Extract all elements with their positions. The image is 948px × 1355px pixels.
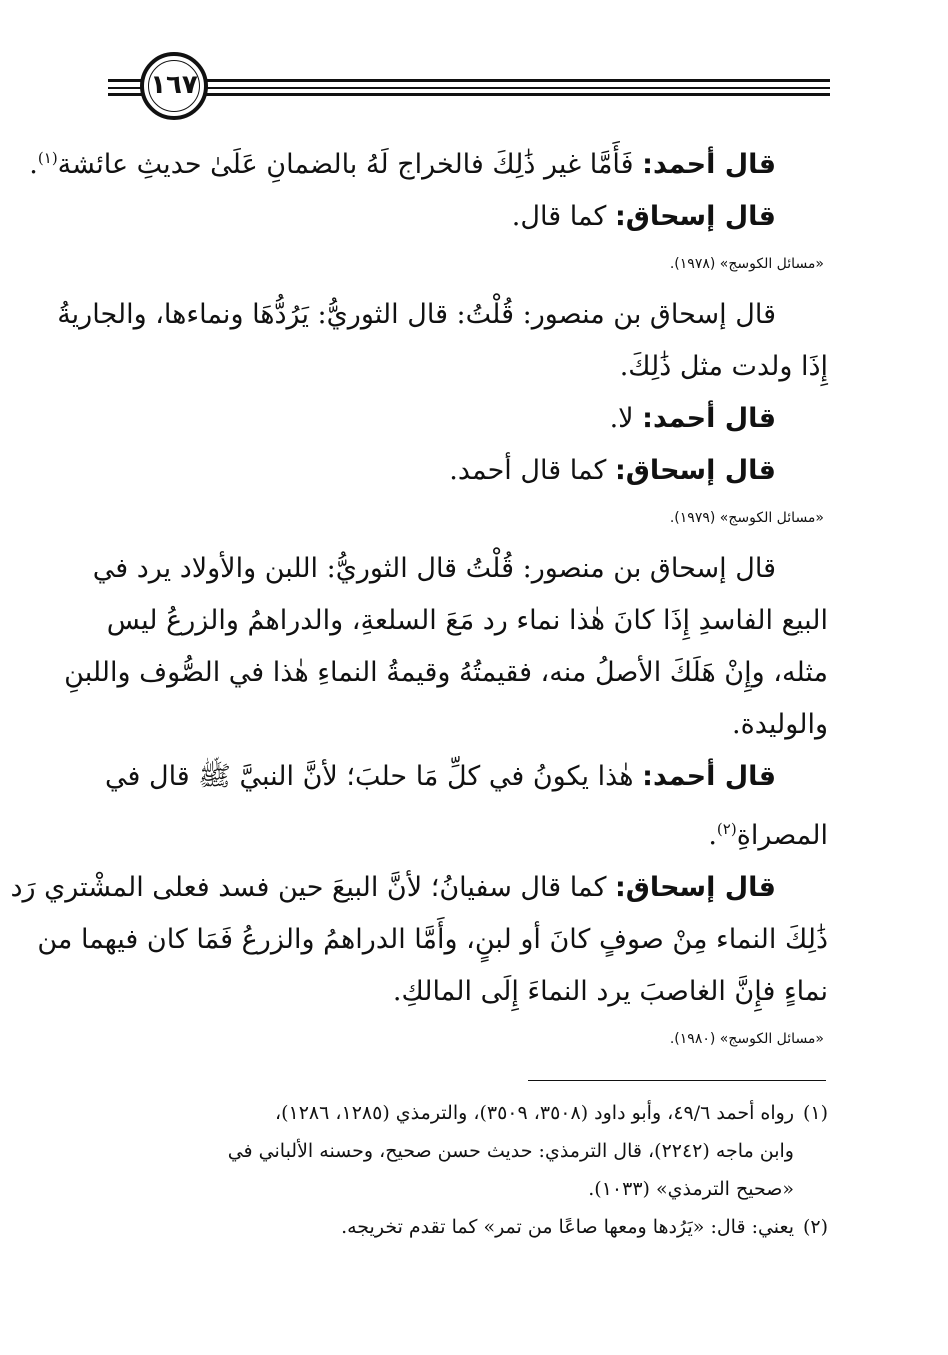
header-rule xyxy=(108,79,830,82)
footnote-text: رواه أحمد ٤٩/٦، وأبو داود (٣٥٠٨، ٣٥٠٩)، والترمذي (١٢٨٥، ١٢٨٦)، xyxy=(274,1102,794,1124)
line-text: المصراةِ xyxy=(736,820,828,851)
page-header xyxy=(108,52,830,126)
line-tail: . xyxy=(29,149,38,180)
footnote-separator xyxy=(528,1080,826,1081)
speaker-label: قال أحمد: xyxy=(642,149,776,180)
line-text: إِذَا ولدت مثل ذَٰلِكَ. xyxy=(619,351,828,382)
line-text: هٰذا يكونُ في كلِّ مَا حلبَ؛ لأنَّ النبيَّ ﷺ قال في xyxy=(104,761,643,792)
main-text xyxy=(10,132,828,1064)
text-line xyxy=(29,132,828,191)
line-text: ذَٰلِكَ النماء مِنْ صوفٍ كانَ أو لبنٍ، وأَمَّا الدراهمُ والزرعُ فَمَا كان فيهما من xyxy=(37,924,828,955)
text-line xyxy=(100,595,828,647)
page-number-medallion xyxy=(140,52,208,120)
line-text: كما قال أحمد. xyxy=(449,455,615,486)
header-rule xyxy=(108,87,830,89)
text-line xyxy=(100,191,828,243)
line-text: نماءٍ فإِنَّ الغاصبَ يرد النماءَ إِلَى المالكِ. xyxy=(392,976,828,1007)
speaker-label: قال إسحاق: xyxy=(615,201,776,232)
footnote-continuation xyxy=(100,1170,828,1208)
speaker-label: قال أحمد: xyxy=(642,761,776,792)
text-line xyxy=(10,862,828,914)
footnote-number: (١) xyxy=(802,1102,828,1124)
text-line xyxy=(37,914,828,966)
footnote-continuation xyxy=(100,1132,828,1170)
text-line xyxy=(100,393,828,445)
text-line xyxy=(100,966,828,1018)
line-text: البيع الفاسدِ إِذَا كانَ هٰذا نماء رد مَعَ السلعةِ، والدراهمُ والزرعُ ليس xyxy=(106,605,828,636)
speaker-label: قال إسحاق: xyxy=(615,872,776,903)
footnote-number: (٢) xyxy=(802,1216,828,1238)
source-reference: «مسائل الكوسج» (١٩٧٨). xyxy=(669,256,824,272)
footnote-item xyxy=(100,1208,828,1246)
text-line xyxy=(64,647,828,699)
line-text: قال إسحاق بن منصور: قُلْتُ قال الثوريُّ: اللبن والأولاد يرد في xyxy=(92,553,776,584)
line-text: كما قال. xyxy=(511,201,615,232)
footnote-item xyxy=(100,1094,828,1132)
text-line xyxy=(92,543,828,595)
line-tail: . xyxy=(708,820,717,851)
footnote-text: «صحيح الترمذي» (١٠٣٣). xyxy=(588,1178,794,1200)
footnote-marker[interactable]: (١) xyxy=(37,149,58,167)
line-text: كما قال سفيانُ؛ لأنَّ البيعَ حين فسد فعلى المشْتري رَد xyxy=(10,872,615,903)
text-line xyxy=(100,341,828,393)
line-text: فَأَمَّا غير ذَٰلِكَ فالخراج لَهُ بالضمانِ عَلَىٰ حديثِ عائشة xyxy=(57,149,643,180)
source-reference: «مسائل الكوسج» (١٩٧٩). xyxy=(669,510,824,526)
footnotes xyxy=(100,1094,828,1246)
footnote-text: وابن ماجه (٢٢٤٢)، قال الترمذي: حديث حسن صحيح، وحسنه الألباني في xyxy=(227,1140,794,1162)
line-text: لا. xyxy=(609,403,643,434)
footnote-text: يعني: قال: «يَرُدها ومعها صاعًا من تمر» كما تقدم تخريجه. xyxy=(341,1216,794,1238)
page-number: ١٦٧ xyxy=(150,70,198,100)
speaker-label: قال أحمد: xyxy=(642,403,776,434)
speaker-label: قال إسحاق: xyxy=(615,455,776,486)
line-text: والوليدة. xyxy=(732,709,828,740)
footnote-marker[interactable]: (٢) xyxy=(716,820,737,838)
line-text: مثله، وإِنْ هَلَكَ الأصلُ منه، فقيمتُهُ وقيمةُ النماءِ هٰذا في الصُّوف واللبنِ xyxy=(64,657,828,688)
line-text: قال إسحاق بن منصور: قُلْتُ: قال الثوريُّ: يَرُدُّهَا ونماءها، والجاريةُ xyxy=(57,299,776,330)
text-line xyxy=(100,445,828,497)
text-line xyxy=(57,289,828,341)
text-line xyxy=(100,803,828,862)
source-reference: «مسائل الكوسج» (١٩٨٠). xyxy=(669,1031,824,1047)
text-line xyxy=(100,751,828,803)
text-line xyxy=(100,699,828,751)
header-rule xyxy=(108,93,830,96)
